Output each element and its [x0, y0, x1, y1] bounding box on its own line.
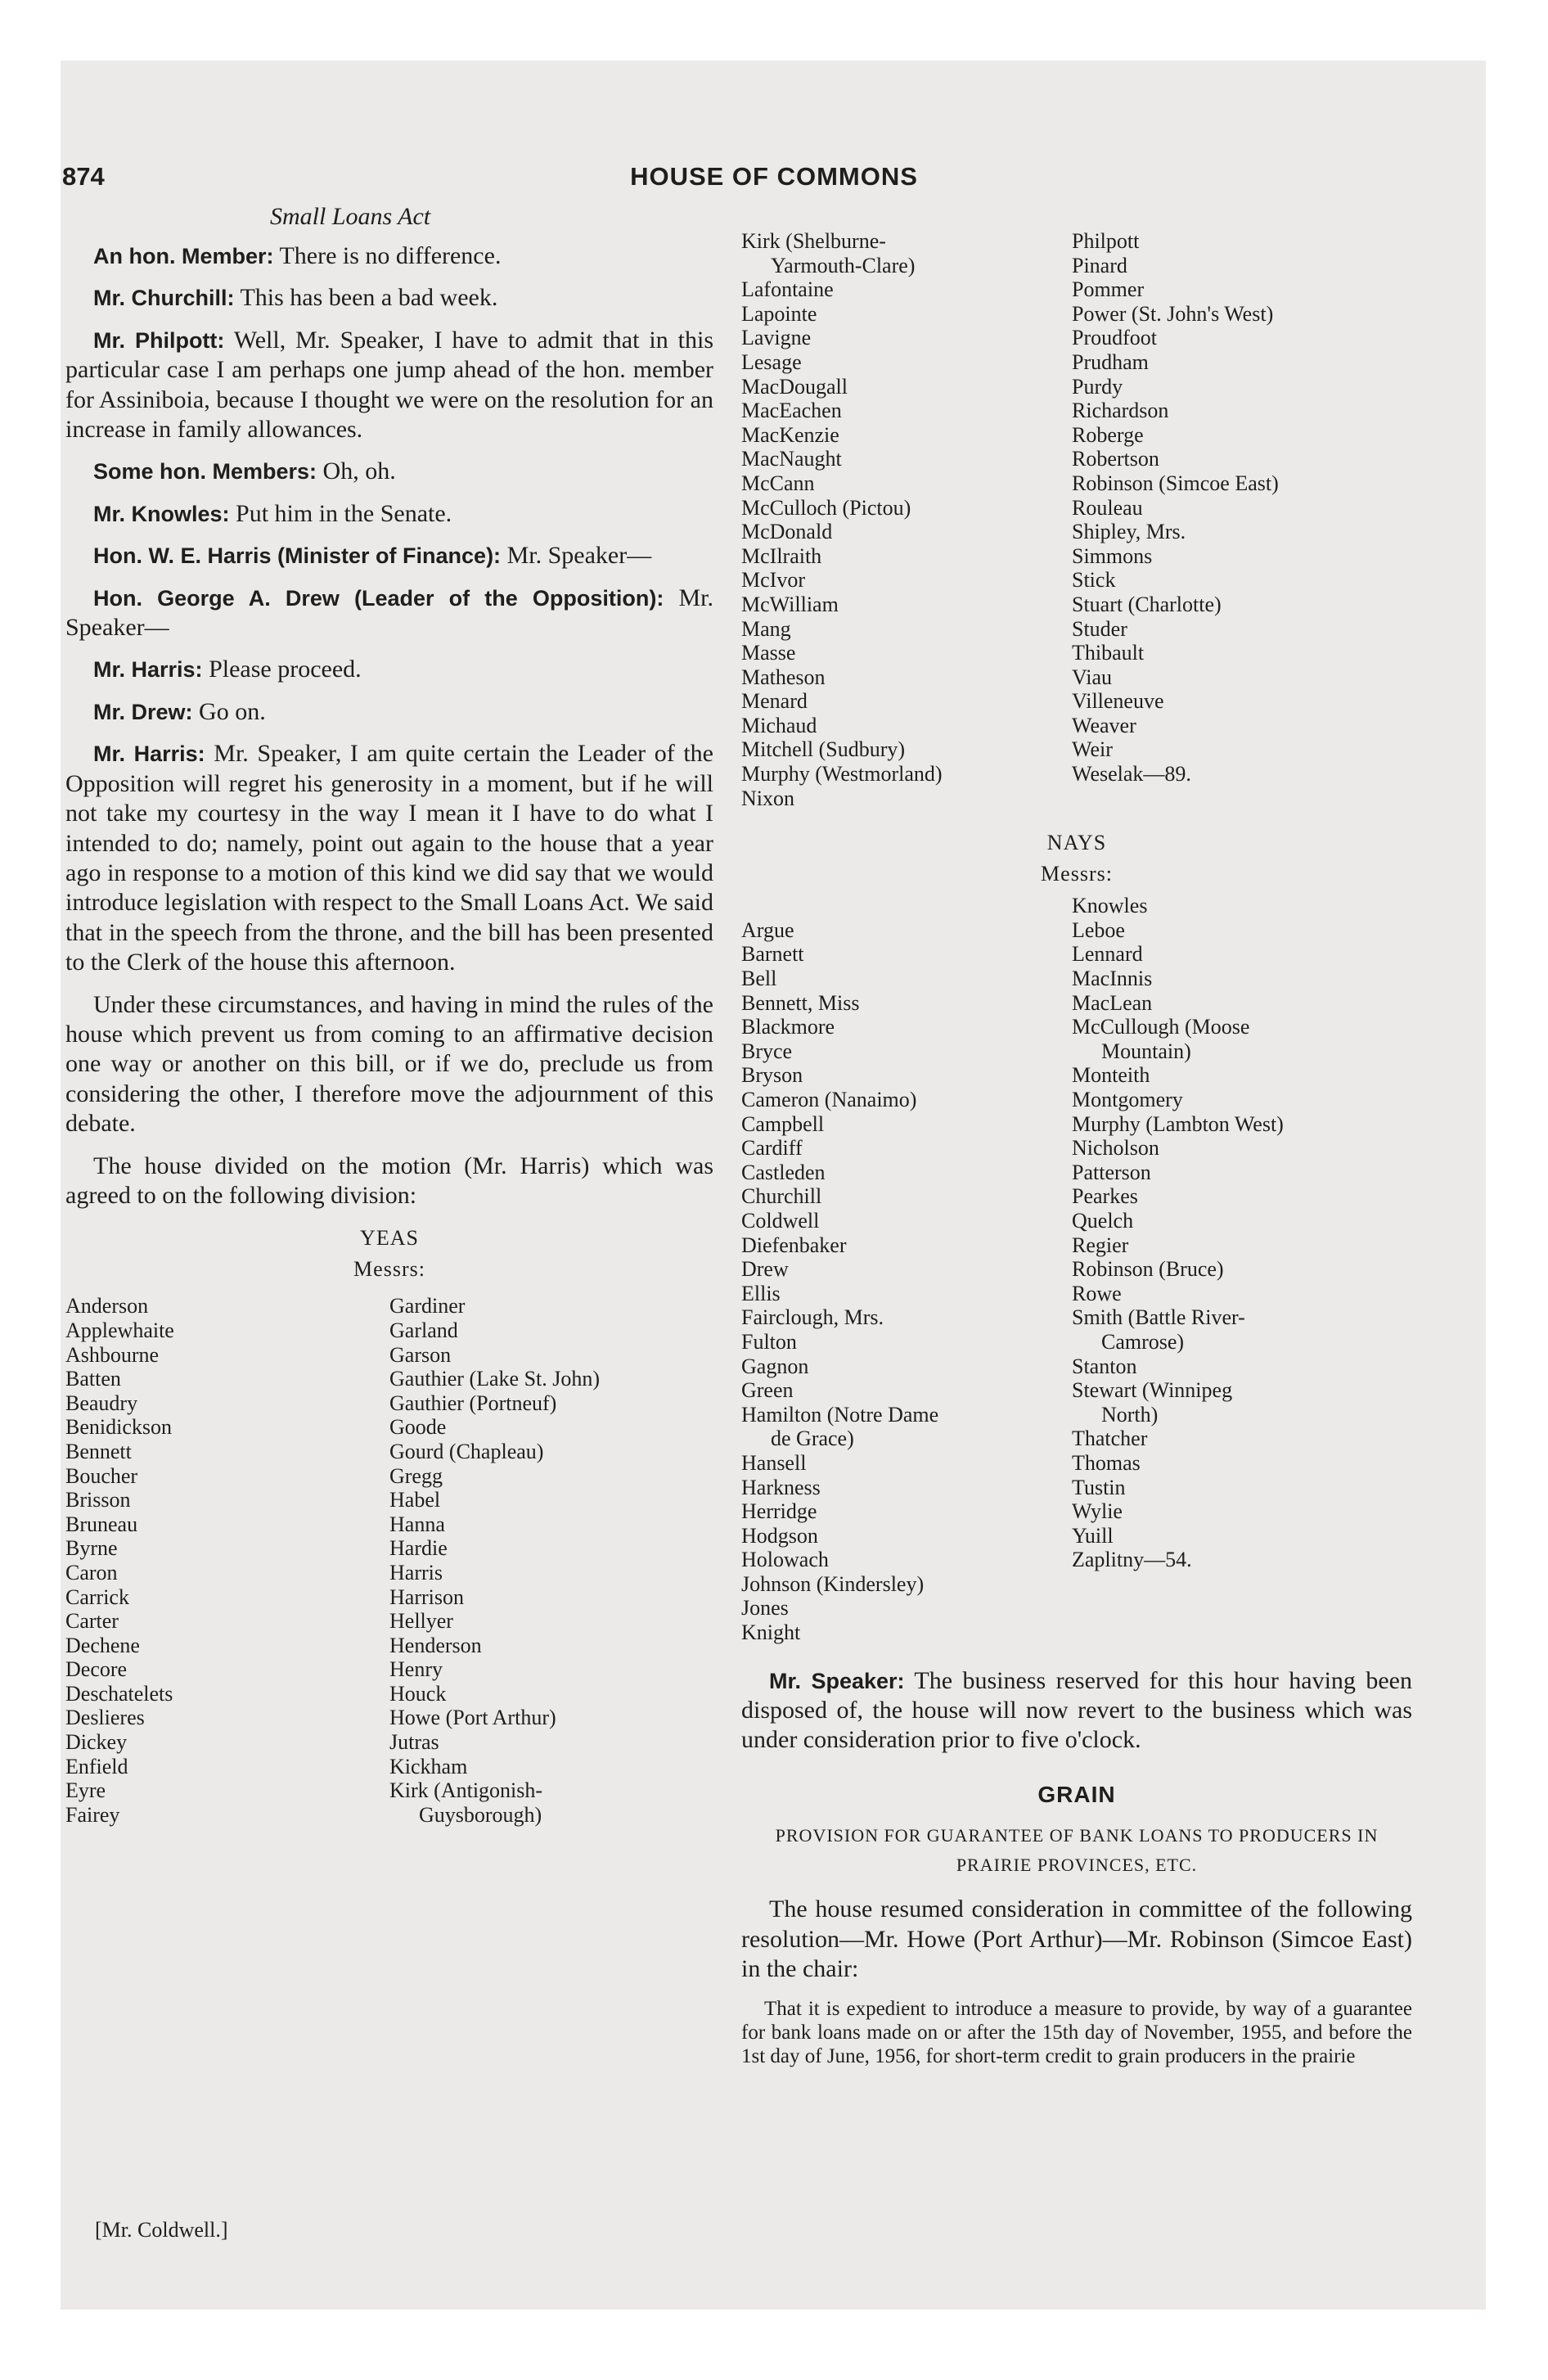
member-name: Ellis	[741, 1281, 781, 1305]
member-name: Goode	[389, 1415, 447, 1440]
member-name: Michaud	[741, 713, 817, 737]
member-name: McIlraith	[741, 543, 822, 568]
member-name: Villeneuve	[1072, 689, 1164, 714]
speech-text: Well, Mr. Speaker, I have to admit that in this particular case I am perhaps one jump ahead of the hon. member for Assiniboia, because I thought we were on the resolution for an increase in family allowances.	[65, 326, 713, 444]
paragraph	[65, 697, 713, 727]
speech-text: Put him in the Senate.	[229, 499, 452, 527]
member-name: Quelch	[1072, 1208, 1134, 1233]
member-name: Garland	[389, 1318, 458, 1342]
member-name: MacNaught	[741, 447, 842, 471]
speech-text: Mr. Speaker—	[501, 542, 652, 570]
page-number: 874	[62, 162, 105, 191]
member-name: Gourd (Chapleau)	[389, 1439, 544, 1463]
member-name: Carrick	[65, 1584, 129, 1609]
member-name: Beaudry	[65, 1391, 138, 1415]
member-name: North)	[1101, 1402, 1159, 1427]
paragraph	[65, 1152, 713, 1211]
paragraph	[741, 1666, 1412, 1756]
member-name: Bell	[741, 967, 777, 991]
member-name: Castleden	[741, 1160, 826, 1184]
member-name: McCulloch (Pictou)	[741, 495, 911, 520]
member-name: Rouleau	[1072, 495, 1143, 520]
member-name: MacEachen	[741, 399, 842, 423]
yeas-names-right	[741, 229, 1412, 810]
member-name: Lennard	[1072, 942, 1143, 967]
member-name: Deschatelets	[65, 1681, 173, 1706]
yeas-messrs: Messrs:	[353, 1257, 425, 1282]
member-name: MacDougall	[741, 374, 848, 399]
nays-heading: NAYS	[1046, 831, 1107, 855]
member-name: Hamilton (Notre Dame	[741, 1402, 939, 1427]
speaker-name: Mr. Harris:	[93, 657, 203, 683]
member-name: Lesage	[741, 349, 802, 374]
member-name: Pinard	[1072, 253, 1127, 277]
member-name: Thibault	[1072, 641, 1145, 665]
member-name: Nixon	[741, 786, 794, 810]
member-name: Ashbourne	[65, 1342, 160, 1367]
speaker-name: Mr. Drew:	[93, 699, 193, 724]
left-column	[65, 241, 713, 1827]
speaker-name: Mr. Harris:	[93, 741, 205, 767]
resolution-text: That it is expedient to introduce a measure to provide, by way of a guarantee for bank loans made on or after the 15th day of November, 1955, and before the 1st day of June, 1956, for short-term credit to grain producers in the prairie	[741, 1997, 1412, 2067]
member-name: Prudham	[1072, 349, 1149, 374]
member-name: Robinson (Bruce)	[1072, 1257, 1224, 1282]
member-name: Richardson	[1072, 399, 1169, 423]
member-name: Howe (Port Arthur)	[389, 1706, 556, 1730]
member-name: Dickey	[65, 1730, 128, 1755]
member-name: Murphy (Lambton West)	[1072, 1111, 1284, 1136]
member-name: Harkness	[741, 1475, 821, 1499]
member-name: Carter	[65, 1609, 119, 1634]
member-name: Decore	[65, 1657, 128, 1682]
member-name: Hardie	[389, 1536, 448, 1561]
member-name: Gregg	[389, 1463, 443, 1488]
paragraph	[65, 655, 713, 684]
paragraph	[65, 283, 713, 313]
member-name: Argue	[741, 917, 794, 942]
member-name: Harris	[389, 1560, 443, 1584]
speech-text: The house divided on the motion (Mr. Harris) which was agreed to on the following division:	[65, 1152, 713, 1209]
member-name: Bryce	[741, 1039, 793, 1063]
member-name: Blackmore	[741, 1015, 835, 1039]
member-name: Kickham	[389, 1754, 468, 1778]
member-name: Dechene	[65, 1633, 140, 1657]
member-name: Stanton	[1072, 1354, 1137, 1378]
member-name: Shipley, Mrs.	[1072, 520, 1186, 544]
member-name: Bruneau	[65, 1512, 138, 1536]
member-name: Stick	[1072, 568, 1116, 593]
member-name: Fulton	[741, 1329, 797, 1354]
speech-text: The house resumed consideration in committee of the following resolution—Mr. Howe (Port Arthur)—Mr. Robinson (Simcoe East) in the chair:	[741, 1895, 1412, 1983]
member-name: McCullough (Moose	[1072, 1015, 1250, 1039]
member-name: Nicholson	[1072, 1136, 1159, 1161]
member-name: Diefenbaker	[741, 1233, 847, 1257]
member-name: Pommer	[1072, 277, 1145, 302]
paragraph	[65, 457, 713, 486]
speech-text: Please proceed.	[202, 656, 362, 683]
member-name: McWilliam	[741, 592, 839, 616]
yeas-column-2	[389, 1294, 713, 1827]
speech-text: The business reserved for this hour having been disposed of, the house will now revert to the business which was under consideration prior to five o'clock.	[741, 1666, 1412, 1754]
member-name: Roberge	[1072, 422, 1144, 447]
speaker-name: An hon. Member:	[93, 244, 274, 268]
member-name: Purdy	[1072, 374, 1123, 399]
member-name: de Grace)	[771, 1427, 854, 1451]
member-name: Lafontaine	[741, 277, 834, 302]
member-name: Churchill	[741, 1184, 822, 1209]
member-name: MacKenzie	[741, 422, 839, 447]
member-name: Benidickson	[65, 1415, 172, 1440]
member-name: Kirk (Shelburne-	[741, 229, 886, 253]
speaker-name: Mr. Knowles:	[93, 501, 230, 526]
speaker-name: Some hon. Members:	[93, 459, 317, 485]
yeas-heading: YEAS	[360, 1226, 419, 1251]
section-heading: GRAIN	[1037, 1781, 1116, 1807]
footer-reference: [Mr. Coldwell.]	[95, 2218, 228, 2242]
member-name: Henderson	[389, 1633, 482, 1657]
member-name: Batten	[65, 1367, 121, 1391]
member-name: Guysborough)	[419, 1802, 542, 1827]
member-name: Coldwell	[741, 1208, 820, 1233]
member-name: Power (St. John's West)	[1072, 301, 1274, 326]
member-name: Mountain)	[1101, 1039, 1191, 1063]
member-name: Murphy (Westmorland)	[741, 762, 943, 787]
member-name: Habel	[389, 1488, 441, 1512]
speech-text: Under these circumstances, and having in mind the rules of the house which prevent us from coming to an affirmative decision one way or another on this bill, or if we do, preclude us from considering the other, I therefore move the adjournment of this debate.	[65, 990, 713, 1138]
nays-column-1	[741, 894, 1072, 1644]
member-name: Leboe	[1072, 917, 1125, 942]
speech-text: This has been a bad week.	[234, 284, 498, 312]
member-name: Weaver	[1072, 713, 1136, 737]
speech-text: Oh, oh.	[317, 458, 396, 485]
section-subheading: PROVISION FOR GUARANTEE OF BANK LOANS TO PRODUCERS IN PRAIRIE PROVINCES, ETC.	[775, 1825, 1379, 1876]
speech-text: Mr. Speaker—	[65, 584, 713, 642]
member-name: Knowles	[1072, 894, 1148, 918]
nays-names	[741, 894, 1412, 1644]
member-name: Robinson (Simcoe East)	[1072, 471, 1279, 495]
member-name: Brisson	[65, 1488, 131, 1512]
member-name: Montgomery	[1072, 1088, 1183, 1111]
member-name: Jutras	[389, 1730, 439, 1755]
member-name: Regier	[1072, 1233, 1129, 1257]
member-name: Eyre	[65, 1778, 106, 1803]
member-name: Lapointe	[741, 301, 817, 326]
paragraph	[65, 541, 713, 570]
member-name: Hellyer	[389, 1609, 453, 1634]
member-name: Rowe	[1072, 1281, 1122, 1305]
member-name: Boucher	[65, 1463, 138, 1488]
member-name: Proudfoot	[1072, 326, 1157, 350]
member-name: Mang	[741, 616, 791, 641]
member-name: Camrose)	[1101, 1329, 1185, 1354]
member-name: Gauthier (Lake St. John)	[389, 1367, 601, 1391]
member-name: Cameron (Nanaimo)	[741, 1088, 917, 1111]
member-name: Philpott	[1072, 229, 1140, 253]
right-column	[741, 229, 1412, 2089]
yeas-column-4	[1072, 229, 1279, 810]
member-name: Deslieres	[65, 1706, 145, 1730]
nays-column-2	[1072, 894, 1284, 1644]
member-name: Johnson (Kindersley)	[741, 1571, 925, 1596]
member-name: Robertson	[1072, 447, 1159, 471]
member-name: MacLean	[1072, 990, 1153, 1015]
member-name: Hodgson	[741, 1523, 818, 1548]
member-name: Tustin	[1072, 1475, 1126, 1499]
yeas-column-1	[65, 1294, 389, 1827]
paragraph	[65, 584, 713, 643]
member-name: McCann	[741, 471, 815, 495]
speaker-name: Hon. W. E. Harris (Minister of Finance):	[93, 543, 502, 569]
member-name: Pearkes	[1072, 1184, 1138, 1209]
member-name: McIvor	[741, 568, 805, 593]
member-name: Jones	[741, 1596, 789, 1620]
member-name: Applewhaite	[65, 1318, 174, 1342]
member-name: Gauthier (Portneuf)	[389, 1391, 557, 1415]
member-name: Smith (Battle River-	[1072, 1305, 1245, 1330]
member-name: Wylie	[1072, 1499, 1123, 1524]
paragraph	[65, 326, 713, 445]
member-name: Stewart (Winnipeg	[1072, 1378, 1233, 1403]
speaker-name: Hon. George A. Drew (Leader of the Opposition):	[93, 585, 664, 611]
member-name: Fairey	[65, 1802, 120, 1827]
member-name: Bennett	[65, 1439, 132, 1463]
member-name: Weselak—89.	[1072, 762, 1191, 787]
member-name: Campbell	[741, 1111, 825, 1136]
member-name: Menard	[741, 689, 808, 714]
member-name: Studer	[1072, 616, 1127, 641]
member-name: Holowach	[741, 1548, 829, 1572]
paragraph	[65, 739, 713, 977]
member-name: McDonald	[741, 520, 833, 544]
running-subhead: Small Loans Act	[270, 203, 431, 230]
member-name: Hanna	[389, 1512, 445, 1536]
member-name: Lavigne	[741, 326, 812, 350]
member-name: Herridge	[741, 1499, 817, 1524]
nays-messrs: Messrs:	[1041, 862, 1113, 886]
member-name: Gardiner	[389, 1294, 466, 1318]
member-name: Masse	[741, 641, 796, 665]
member-name: Weir	[1072, 737, 1113, 762]
member-name: Hansell	[741, 1450, 807, 1475]
member-name: Gagnon	[741, 1354, 809, 1378]
member-name: Henry	[389, 1657, 443, 1682]
page-header: HOUSE OF COMMONS	[630, 162, 918, 191]
member-name: Caron	[65, 1560, 118, 1584]
member-name: Anderson	[65, 1294, 149, 1318]
member-name: Simmons	[1072, 543, 1153, 568]
member-name: Mitchell (Sudbury)	[741, 737, 906, 762]
member-name: Stuart (Charlotte)	[1072, 592, 1222, 616]
member-name: Green	[741, 1378, 794, 1403]
member-name: Monteith	[1072, 1063, 1150, 1088]
member-name: Kirk (Antigonish-	[389, 1778, 543, 1803]
member-name: MacInnis	[1072, 967, 1153, 991]
paragraph	[65, 499, 713, 529]
member-name: Cardiff	[741, 1136, 803, 1161]
member-name: Byrne	[65, 1536, 118, 1561]
member-name: Enfield	[65, 1754, 128, 1778]
yeas-column-3	[741, 229, 1072, 810]
speech-text: Go on.	[192, 697, 266, 725]
member-name: Patterson	[1072, 1160, 1151, 1184]
member-name: Bryson	[741, 1063, 803, 1088]
paragraph	[65, 241, 713, 271]
member-name: Viau	[1072, 665, 1112, 689]
yeas-names-left	[65, 1294, 713, 1827]
speaker-name: Mr. Speaker:	[769, 1668, 905, 1693]
member-name: Matheson	[741, 665, 826, 689]
speaker-name: Mr. Philpott:	[93, 327, 225, 353]
speaker-name: Mr. Churchill:	[93, 286, 235, 311]
member-name: Knight	[741, 1620, 801, 1645]
member-name: Thomas	[1072, 1450, 1141, 1475]
speech-text: There is no difference.	[273, 242, 502, 269]
member-name: Garson	[389, 1342, 452, 1367]
member-name: Yarmouth-Clare)	[771, 253, 916, 277]
paragraph	[65, 990, 713, 1139]
paragraph	[741, 1895, 1412, 1984]
member-name: Bennett, Miss	[741, 990, 860, 1015]
member-name: Zaplitny—54.	[1072, 1548, 1192, 1572]
member-name: Yuill	[1072, 1523, 1114, 1548]
member-name: Houck	[389, 1681, 447, 1706]
member-name: Drew	[741, 1257, 789, 1282]
member-name: Harrison	[389, 1584, 464, 1609]
member-name: Fairclough, Mrs.	[741, 1305, 884, 1330]
member-name: Thatcher	[1072, 1427, 1148, 1451]
member-name: Barnett	[741, 942, 804, 967]
speech-text: Mr. Speaker, I am quite certain the Leader of the Opposition will regret his generosity in a moment, but if he will not take my courtesy in the way I mean it I have to do what I intended to do; namely, point out again to the house that a year ago in response to a motion of this kind we did say that we would introduce legislation with respect to the Small Loans Act. We said that in the speech from the throne, and the bill has been presented to the Clerk of the house this afternoon.	[65, 740, 713, 976]
